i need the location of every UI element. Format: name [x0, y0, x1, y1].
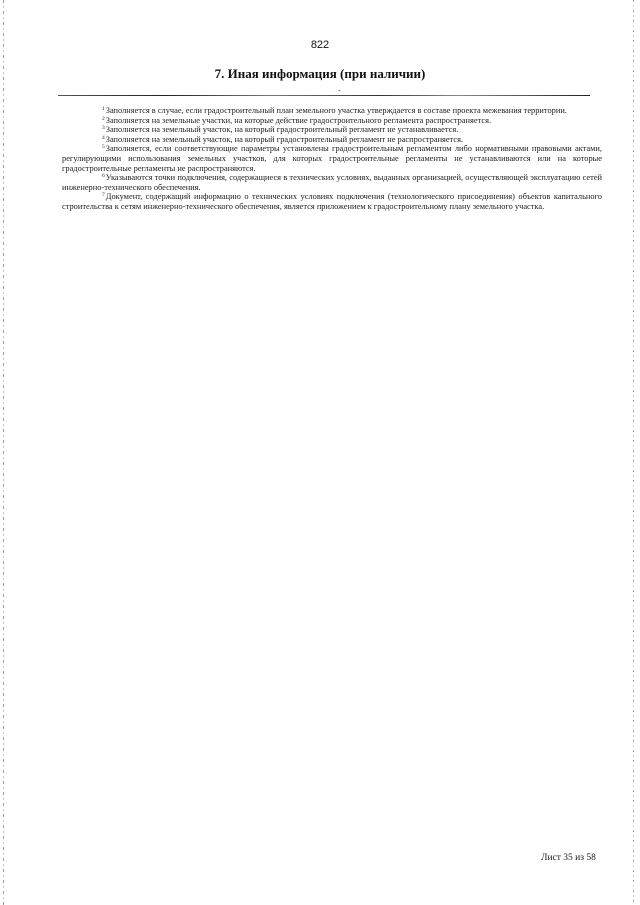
title-dash: -: [338, 86, 341, 95]
footnote-text: Заполняется на земельный участок, на который градостроительный регламент не распространяется.: [105, 134, 464, 144]
footnote-number: 5: [102, 144, 105, 151]
footnote-number: 3: [102, 125, 105, 132]
sheet-counter: Лист 35 из 58: [541, 853, 596, 863]
footnote-text: Документ, содержащий информацию о технических условиях подключения (технологического присоединения) объектов капитального строительства к сетям инженерно-технического обеспечения, является приложением к градостроительному плану земельного участка.: [62, 192, 602, 211]
footnote-5: [62, 144, 602, 173]
section-title: 7. Иная информация (при наличии): [214, 66, 426, 81]
footnote-6: [62, 173, 602, 192]
footnote-text: Заполняется на земельный участок, на который градостроительный регламент не устанавливается.: [105, 125, 459, 135]
footnote-separator-rule: [58, 95, 590, 96]
footnote-number: 4: [102, 134, 105, 141]
footnote-text: Заполняется на земельные участки, на которые действие градостроительного регламента распространяется.: [105, 115, 492, 125]
footnote-1: [62, 106, 602, 116]
footnote-text: Заполняется в случае, если градостроительный план земельного участка утверждается в составе проекта межевания территории.: [105, 106, 567, 115]
footnote-text: Заполняется, если соответствующие параметры установлены градостроительным регламентом либо нормативными правовыми актами, регулирующими использования земельных участков, для которых градостроительные регламенты не устанавливаются или на которые градостроительные регламенты не распространяются.: [62, 144, 602, 173]
footnotes: [62, 106, 602, 212]
footnote-number: 1: [102, 106, 105, 112]
footnote-7: [62, 192, 602, 211]
footnote-4: [62, 135, 602, 145]
footnote-text: Указываются точки подключения, содержащиеся в технических условиях, выданных организацией, осуществляющей эксплуатацию сетей инженерно-технического обеспечения.: [62, 173, 602, 192]
footnote-number: 7: [102, 192, 105, 199]
footnote-number: 6: [102, 173, 105, 180]
footnote-number: 2: [102, 115, 105, 122]
scan-edge-right: [633, 0, 634, 905]
footnote-2: [62, 116, 602, 126]
page-number: 822: [310, 39, 330, 51]
footnote-3: [62, 125, 602, 135]
scan-edge-left: [3, 0, 4, 905]
